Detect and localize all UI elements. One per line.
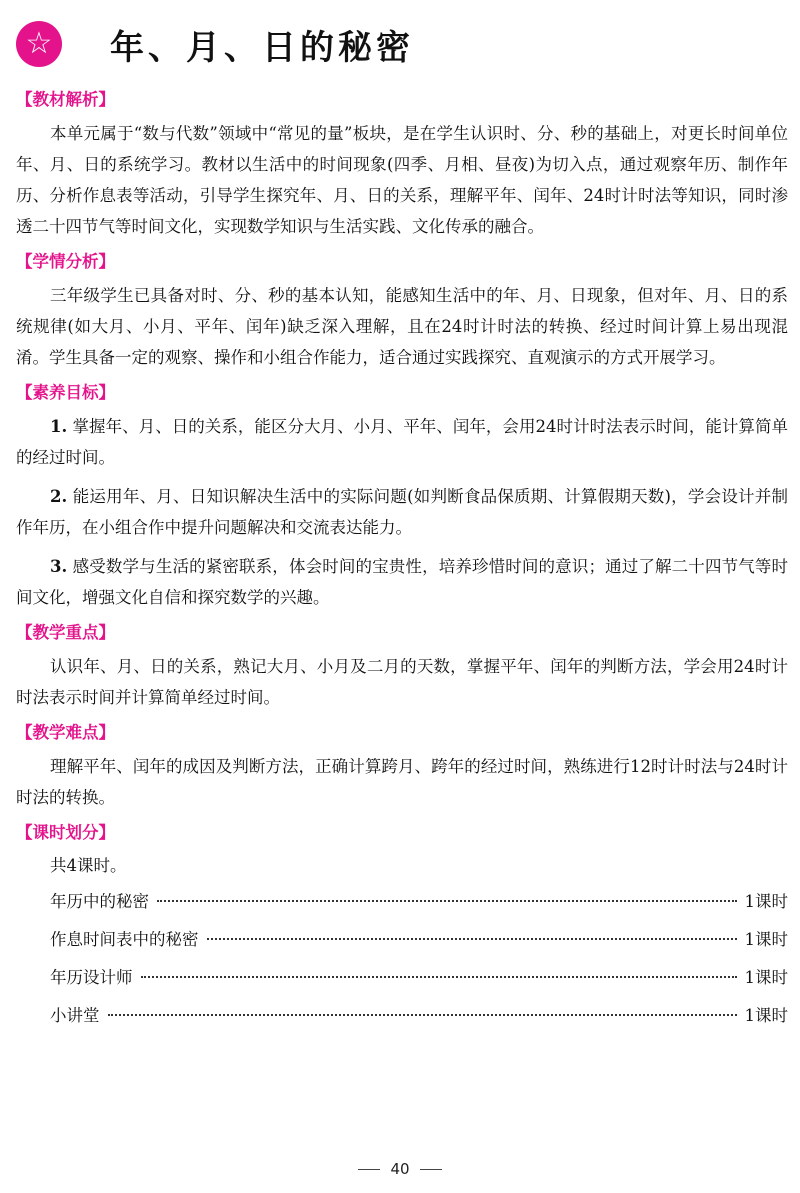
- goal-item-3: [16, 551, 788, 613]
- footer-dash: [420, 1169, 442, 1170]
- lesson-row: [50, 959, 788, 997]
- lesson-row: [50, 997, 788, 1035]
- goal-number: 1.: [50, 417, 68, 436]
- goal-text: 感受数学与生活的紧密联系，体会时间的宝贵性，培养珍惜时间的意识；通过了解二十四节气等时间文化，增强文化自信和探究数学的兴趣。: [16, 557, 789, 607]
- section-heading-goals: 【素养目标】: [16, 383, 115, 402]
- lesson-row: [50, 883, 788, 921]
- section-text-difficulties: 理解平年、闰年的成因及判断方法，正确计算跨月、跨年的经过时间，熟练进行12时计时法与24时计时法的转换。: [16, 757, 788, 807]
- lesson-row: [50, 921, 788, 959]
- star-icon: ☆: [16, 21, 62, 67]
- goal-number: 3.: [50, 557, 68, 576]
- goal-text: 掌握年、月、日的关系，能区分大月、小月、平年、闰年，会用24时计时法表示时间，能计算简单的经过时间。: [16, 417, 788, 467]
- content: [16, 88, 788, 1035]
- page-number: [0, 1160, 800, 1178]
- title-row: [16, 18, 414, 70]
- dot-leader: [108, 1014, 737, 1016]
- goal-text: 能运用年、月、日知识解决生活中的实际问题(如判断食品保质期、计算假期天数)，学会设计并制作年历，在小组合作中提升问题解决和交流表达能力。: [16, 487, 788, 537]
- section-heading-difficulties: 【教学难点】: [16, 723, 115, 742]
- lesson-name: 年历中的秘密: [50, 892, 149, 911]
- section-text-key-points: 认识年、月、日的关系，熟记大月、小月及二月的天数，掌握平年、闰年的判断方法，学会用24时计时法表示时间并计算简单经过时间。: [16, 657, 788, 707]
- goal-number: 2.: [50, 487, 68, 506]
- lesson-hours: 1课时: [744, 968, 788, 987]
- lesson-schedule: [50, 849, 788, 1035]
- section-text-textbook: 本单元属于“数与代数”领域中“常见的量”板块，是在学生认识时、分、秒的基础上，对更长时间单位年、月、日的系统学习。教材以生活中的时间现象(四季、月相、昼夜)为切入点，通过观察年历、制作年历、分析作息表等活动，引导学生探究年、月、日的关系，理解平年、闰年、24时计时法等知识，同时渗透二十四节气等时间文化，实现数学知识与生活实践、文化传承的融合。: [16, 124, 788, 236]
- lesson-name: 作息时间表中的秘密: [50, 930, 199, 949]
- dot-leader: [207, 938, 737, 940]
- lesson-name: 年历设计师: [50, 968, 133, 987]
- schedule-intro: 共4课时。: [50, 856, 127, 875]
- section-text-students: 三年级学生已具备对时、分、秒的基本认知，能感知生活中的年、月、日现象，但对年、月、日的系统规律(如大月、小月、平年、闰年)缺乏深入理解，且在24时计时法的转换、经过时间计算上易出现混淆。学生具备一定的观察、操作和小组合作能力，适合通过实践探究、直观演示的方式开展学习。: [16, 286, 788, 367]
- page-title: 年、月、日的秘密: [110, 27, 414, 68]
- lesson-name: 小讲堂: [50, 1006, 100, 1025]
- dot-leader: [157, 900, 737, 902]
- footer-dash: [358, 1169, 380, 1170]
- goal-item-2: [16, 481, 788, 543]
- page-number-text: 40: [390, 1160, 410, 1178]
- lesson-hours: 1课时: [744, 930, 788, 949]
- section-heading-schedule: 【课时划分】: [16, 823, 115, 842]
- goal-item-1: [16, 411, 788, 473]
- section-heading-students: 【学情分析】: [16, 252, 115, 271]
- lesson-hours: 1课时: [744, 1006, 788, 1025]
- dot-leader: [141, 976, 737, 978]
- section-heading-key-points: 【教学重点】: [16, 623, 115, 642]
- lesson-hours: 1课时: [744, 892, 788, 911]
- section-heading-textbook: 【教材解析】: [16, 90, 115, 109]
